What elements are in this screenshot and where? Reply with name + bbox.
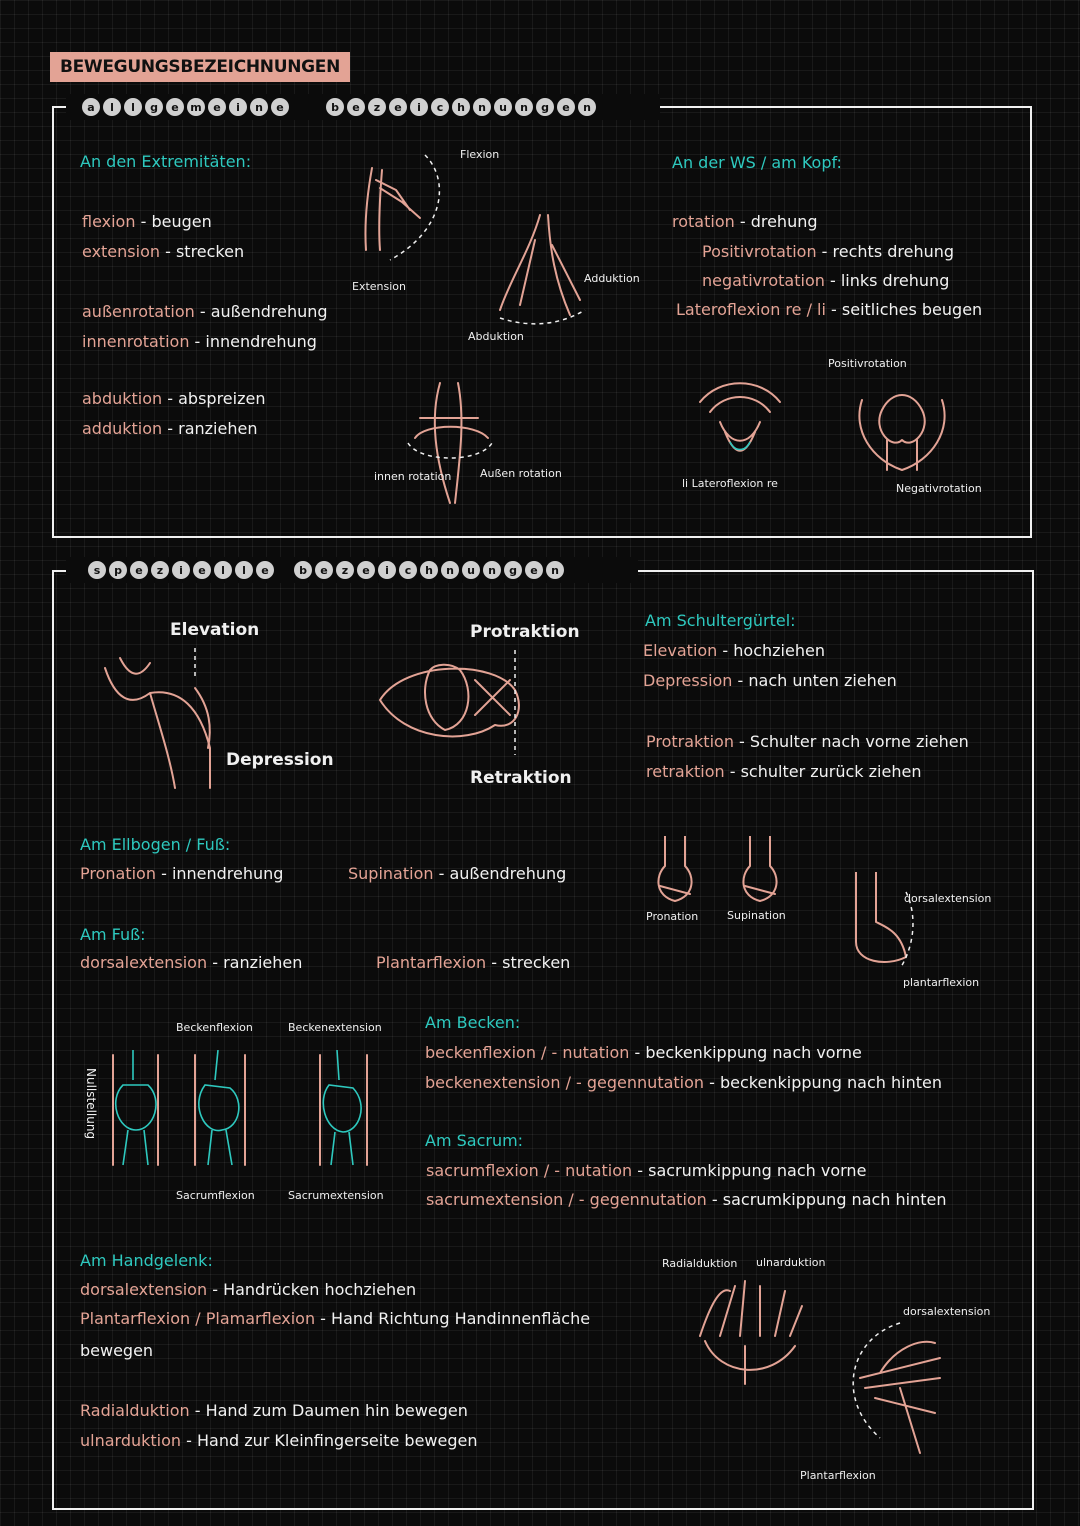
heading-letter-bead: e — [315, 561, 333, 579]
extremitaeten-heading: An den Extremitäten: — [80, 152, 252, 171]
heading-letter-bead: g — [504, 561, 522, 579]
heading-letter-bead: e — [557, 98, 575, 116]
shoulder-protraktion-sketch — [375, 650, 525, 760]
pelvis-nullstellung-sketch — [108, 1050, 164, 1170]
leg-abduktion-sketch — [490, 210, 600, 325]
heading-letter-bead: g — [536, 98, 554, 116]
heading-letter-bead: e — [271, 98, 289, 116]
heading-letter-bead: n — [578, 98, 596, 116]
heading-letter-bead: c — [399, 561, 417, 579]
label-hand-plantarflexion: Plantarflexion — [800, 1469, 876, 1482]
hand-duktion-sketch — [690, 1276, 810, 1386]
label-beckenextension: Beckenextension — [288, 1021, 382, 1034]
spine-lateroflexion-sketch — [690, 372, 790, 472]
def-row-continuation: bewegen — [80, 1341, 154, 1360]
heading-word-allgemeine — [82, 98, 289, 116]
def-row: extension - strecken — [82, 242, 245, 261]
heading-letter-bead: l — [103, 98, 121, 116]
label-extension: Extension — [352, 280, 407, 293]
becken-heading: Am Becken: — [425, 1013, 521, 1032]
foot-dorsalextension-sketch — [846, 872, 916, 972]
pelvis-beckenextension-sketch — [315, 1050, 373, 1170]
label-elevation: Elevation — [170, 620, 260, 640]
heading-letter-bead: z — [336, 561, 354, 579]
heading-letter-bead: e — [525, 561, 543, 579]
heading-letter-bead: b — [294, 561, 312, 579]
label-innenrotation: innen rotation — [374, 470, 452, 483]
label-plantarflexion: plantarflexion — [903, 976, 980, 989]
def-row: Supination - außendrehung — [348, 864, 567, 883]
heading-letter-bead: n — [546, 561, 564, 579]
heading-letter-bead: e — [130, 561, 148, 579]
heading-letter-bead: n — [483, 561, 501, 579]
def-row: beckenextension / - gegennutation - beckenkippung nach hinten — [425, 1073, 942, 1092]
label-supination: Supination — [727, 909, 786, 922]
label-sacrumflexion: Sacrumflexion — [176, 1189, 255, 1202]
hand-flexion-sketch — [840, 1318, 950, 1458]
allgemeine-heading — [82, 98, 596, 116]
heading-letter-bead: e — [193, 561, 211, 579]
label-ulnarduktion: ulnarduktion — [756, 1256, 826, 1269]
def-row: Lateroflexion re / li - seitliches beugen — [676, 300, 983, 319]
heading-letter-bead: e — [357, 561, 375, 579]
heading-letter-bead: z — [151, 561, 169, 579]
heading-letter-bead: g — [145, 98, 163, 116]
page-title: BEWEGUNGSBEZEICHNUNGEN — [50, 52, 350, 82]
def-row: Radialduktion - Hand zum Daumen hin bewegen — [80, 1401, 468, 1420]
heading-letter-bead: i — [229, 98, 247, 116]
def-row: außenrotation - außendrehung — [82, 302, 328, 321]
ws-heading: An der WS / am Kopf: — [672, 153, 842, 172]
def-row: dorsalextension - Handrücken hochziehen — [80, 1280, 417, 1299]
heading-letter-bead: n — [250, 98, 268, 116]
def-row: negativrotation - links drehung — [702, 271, 950, 290]
heading-letter-bead: n — [473, 98, 491, 116]
def-row: retraktion - schulter zurück ziehen — [646, 762, 922, 781]
label-positivrotation: Positivrotation — [828, 357, 907, 370]
label-radialduktion: Radialduktion — [662, 1257, 738, 1270]
heading-letter-bead: a — [82, 98, 100, 116]
fuss-heading: Am Fuß: — [80, 925, 146, 944]
def-row: Protraktion - Schulter nach vorne ziehen — [646, 732, 969, 751]
sacrum-heading: Am Sacrum: — [425, 1131, 524, 1150]
label-pronation: Pronation — [646, 910, 699, 923]
def-row: Pronation - innendrehung — [80, 864, 284, 883]
heading-letter-bead: e — [256, 561, 274, 579]
label-retraktion: Retraktion — [470, 768, 572, 788]
heading-letter-bead: p — [109, 561, 127, 579]
leg-flexion-sketch — [350, 150, 450, 270]
def-row: flexion - beugen — [82, 212, 212, 231]
heading-letter-bead: u — [462, 561, 480, 579]
heading-letter-bead: h — [452, 98, 470, 116]
heading-letter-bead: e — [389, 98, 407, 116]
pelvis-beckenflexion-sketch — [190, 1050, 250, 1170]
def-row: abduktion - abspreizen — [82, 389, 266, 408]
def-row: Elevation - hochziehen — [643, 641, 825, 660]
def-row: Positivrotation - rechts drehung — [702, 242, 955, 261]
label-negativrotation: Negativrotation — [896, 482, 982, 495]
heading-word-spezielle — [88, 561, 274, 579]
heading-letter-bead: h — [420, 561, 438, 579]
heading-letter-bead: i — [378, 561, 396, 579]
heading-letter-bead: i — [410, 98, 428, 116]
def-row: dorsalextension - ranziehen — [80, 953, 303, 972]
label-aussenrotation: Außen rotation — [480, 467, 562, 480]
label-lateroflexion: li Lateroflexion re — [682, 477, 778, 490]
heading-letter-bead: b — [326, 98, 344, 116]
label-adduktion: Adduktion — [584, 272, 640, 285]
heading-word-bezeichnungen — [294, 561, 564, 579]
spezielle-heading — [88, 561, 564, 579]
def-row: Plantarflexion / Plamarflexion - Hand Richtung Handinnenfläche — [80, 1309, 591, 1328]
heading-letter-bead: i — [172, 561, 190, 579]
heading-letter-bead: z — [368, 98, 386, 116]
heading-letter-bead: u — [494, 98, 512, 116]
leg-rotation-sketch — [400, 378, 500, 508]
heading-letter-bead: e — [208, 98, 226, 116]
heading-word-bezeichnungen — [326, 98, 596, 116]
ellbogen-heading: Am Ellbogen / Fuß: — [80, 835, 231, 854]
heading-letter-bead: e — [347, 98, 365, 116]
heading-letter-bead: l — [124, 98, 142, 116]
def-row: beckenflexion / - nutation - beckenkippung nach vorne — [425, 1043, 862, 1062]
label-nullstellung: Nullstellung — [84, 1068, 98, 1140]
label-depression: Depression — [226, 750, 334, 770]
heading-letter-bead: m — [187, 98, 205, 116]
label-hand-dorsalextension: dorsalextension — [903, 1305, 991, 1318]
heading-letter-bead: n — [441, 561, 459, 579]
schulter-heading: Am Schultergürtel: — [645, 611, 796, 630]
foot-pronation-sketch — [650, 836, 800, 908]
def-row: adduktion - ranziehen — [82, 419, 258, 438]
handgelenk-heading: Am Handgelenk: — [80, 1251, 213, 1270]
def-row: sacrumflexion / - nutation - sacrumkippung nach vorne — [426, 1161, 867, 1180]
def-row: Plantarflexion - strecken — [376, 953, 571, 972]
def-row: Depression - nach unten ziehen — [643, 671, 897, 690]
def-row: ulnarduktion - Hand zur Kleinfingerseite bewegen — [80, 1431, 478, 1450]
heading-letter-bead: l — [214, 561, 232, 579]
def-row: sacrumextension / - gegennutation - sacrumkippung nach hinten — [426, 1190, 947, 1209]
def-row: rotation - drehung — [672, 212, 818, 231]
label-dorsalextension: dorsalextension — [904, 892, 992, 905]
label-sacrumextension: Sacrumextension — [288, 1189, 384, 1202]
label-beckenflexion: Beckenflexion — [176, 1021, 253, 1034]
heading-letter-bead: c — [431, 98, 449, 116]
heading-letter-bead: n — [515, 98, 533, 116]
label-abduktion: Abduktion — [468, 330, 524, 343]
label-flexion: Flexion — [460, 148, 500, 161]
shoulder-elevation-sketch — [100, 648, 230, 793]
heading-letter-bead: s — [88, 561, 106, 579]
heading-letter-bead: e — [166, 98, 184, 116]
spine-rotation-sketch — [852, 380, 952, 480]
def-row: innenrotation - innendrehung — [82, 332, 317, 351]
label-protraktion: Protraktion — [470, 622, 580, 642]
heading-letter-bead: l — [235, 561, 253, 579]
